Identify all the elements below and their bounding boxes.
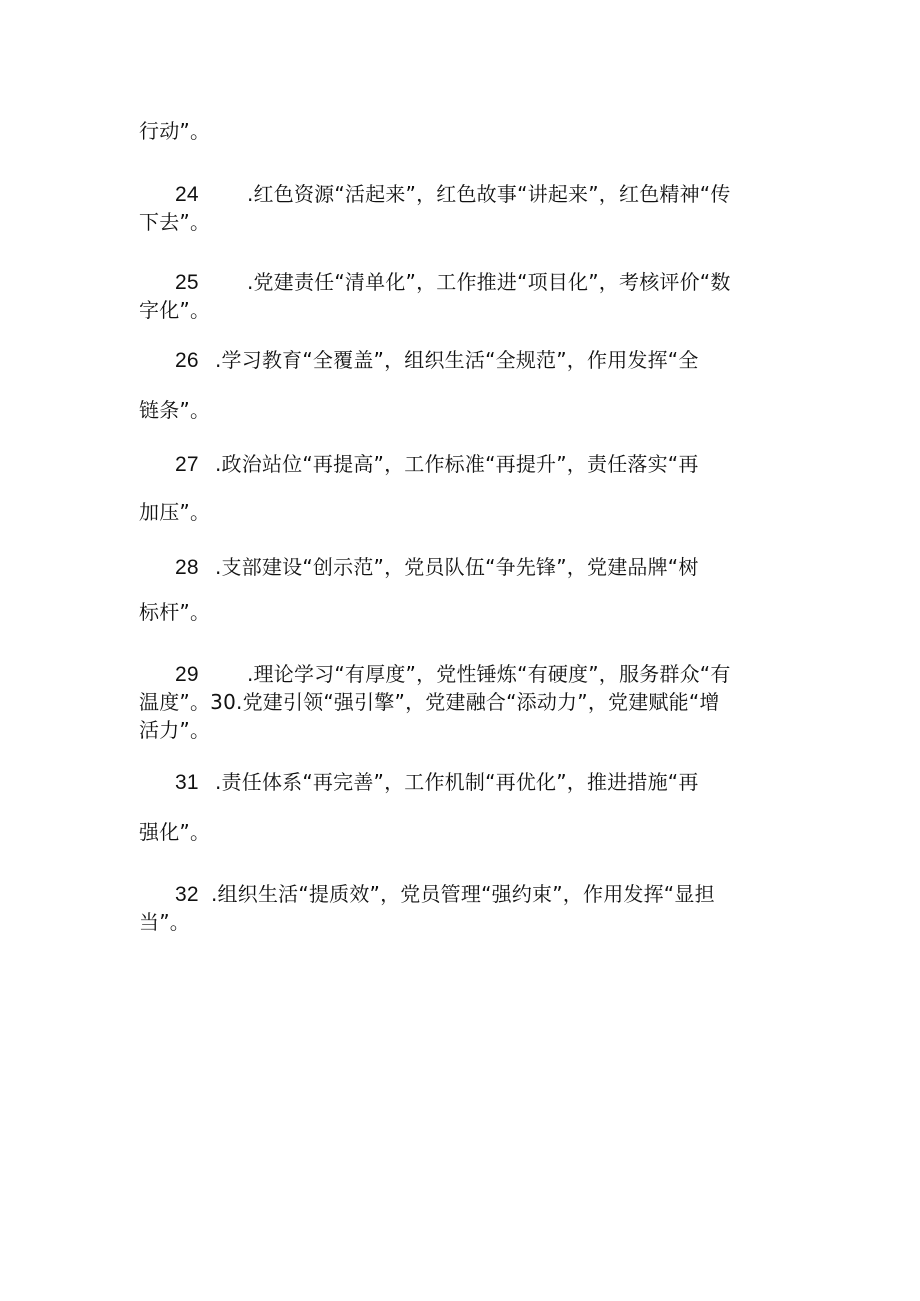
item-number: 26 (175, 349, 199, 372)
item-text: 加压”。 (139, 500, 211, 524)
item-text: 当”。 (139, 910, 190, 934)
item-25-line-1 (139, 268, 789, 297)
item-31-line-1 (139, 768, 789, 797)
item-text: 行动”。 (139, 119, 211, 143)
item-text: .组织生活“提质效”，党员管理“强约束”，作用发挥“显担 (211, 882, 715, 906)
item-text: .责任体系“再完善”，工作机制“再优化”，推进措施“再 (215, 770, 699, 794)
item-32-line-2 (139, 908, 789, 936)
item-number: 25 (175, 271, 199, 294)
item-text: .支部建设“创示范”，党员队伍“争先锋”，党建品牌“树 (215, 555, 699, 579)
item-text: 字化”。 (139, 298, 211, 322)
item-text: 链条”。 (139, 398, 211, 422)
item-27-line-2 (139, 498, 789, 526)
item-29-line-1 (139, 660, 789, 689)
item-27-line-1 (139, 450, 789, 479)
item-number: 32 (175, 883, 199, 906)
item-text: .学习教育“全覆盖”，组织生活“全规范”，作用发挥“全 (215, 348, 699, 372)
item-24-line-1 (139, 180, 789, 209)
item-text: 下去”。 (139, 210, 211, 234)
item-29-line-2 (139, 688, 789, 716)
item-26-line-2 (139, 396, 789, 424)
item-30-line-2 (139, 716, 789, 744)
item-text: 活力”。 (139, 718, 211, 742)
item-text: 温度”。30.党建引领“强引擎”，党建融合“添动力”，党建赋能“增 (139, 690, 720, 714)
item-number: 28 (175, 556, 199, 579)
item-text: .红色资源“活起来”，红色故事“讲起来”，红色精神“传 (247, 182, 731, 206)
item-text: .党建责任“清单化”，工作推进“项目化”，考核评价“数 (247, 270, 731, 294)
item-text: .理论学习“有厚度”，党性锤炼“有硬度”，服务群众“有 (247, 662, 731, 686)
item-number: 31 (175, 771, 199, 794)
item-number: 24 (175, 183, 199, 206)
item-number: 27 (175, 453, 199, 476)
item-text: 强化”。 (139, 820, 211, 844)
item-26-line-1 (139, 346, 789, 375)
item-28-line-2 (139, 598, 789, 626)
item-28-line-1 (139, 553, 789, 582)
item-32-line-1 (139, 880, 789, 909)
item-31-line-2 (139, 818, 789, 846)
item-23-continuation (139, 117, 789, 145)
item-25-line-2 (139, 296, 789, 324)
item-24-line-2 (139, 208, 789, 236)
item-text: .政治站位“再提高”，工作标准“再提升”，责任落实“再 (215, 452, 699, 476)
item-number: 29 (175, 663, 199, 686)
item-text: 标杆”。 (139, 600, 211, 624)
